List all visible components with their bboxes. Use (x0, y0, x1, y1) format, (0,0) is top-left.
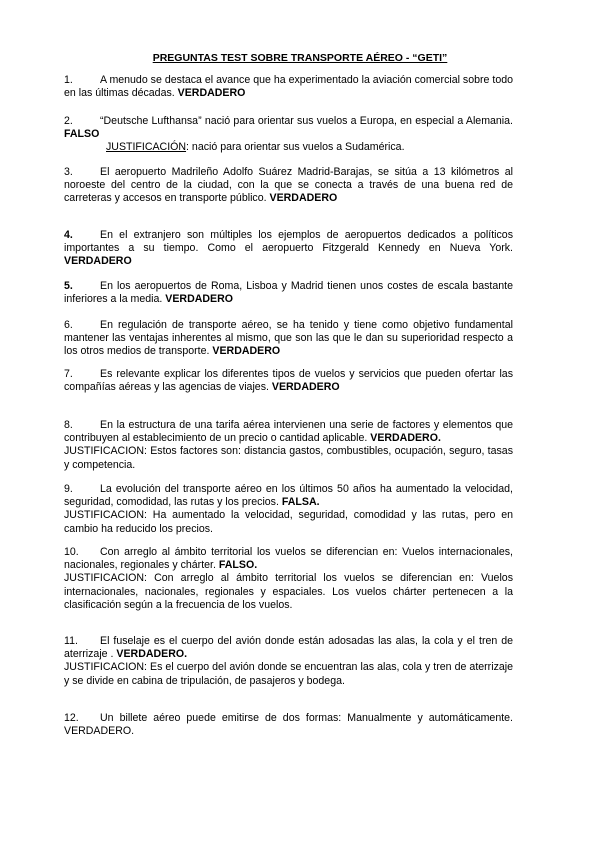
answer: VERDADERO (165, 293, 233, 306)
justification: JUSTIFICACION: Con arreglo al ámbito territorial los vuelos se diferencian en: Vuelos internacionales, nacionales, regionales y espaciales. Los vuelos chárter pertenecen a la clasificación según a la frecuencia de los vuelos. (64, 572, 513, 611)
question-8 (64, 419, 513, 472)
answer: FALSO (64, 128, 100, 141)
question-3 (64, 166, 513, 206)
answer: FALSA. (281, 496, 320, 509)
question-number: 4. (64, 229, 73, 241)
question-11 (64, 635, 513, 688)
page-title: PREGUNTAS TEST SOBRE TRANSPORTE AÉREO - “GETI” (152, 52, 448, 64)
answer: VERDADERO (269, 192, 338, 205)
question-number: 7. (64, 368, 73, 380)
question-text: La evolución del transporte aéreo en los últimos 50 años ha aumentado la velocidad, seguridad, comodidad, las rutas y los precios. (64, 483, 513, 509)
answer: VERDADERO (64, 255, 132, 268)
answer: VERDADERO. (64, 725, 135, 738)
question-text: Un billete aéreo puede emitirse de dos formas: Manualmente y automáticamente. (100, 712, 513, 724)
question-text: El fuselaje es el cuerpo del avión donde están adosadas las alas, la cola y el tren de aterrizaje . (64, 635, 513, 661)
question-number: 10. (64, 546, 79, 558)
question-text: En los aeropuertos de Roma, Lisboa y Madrid tienen unos costes de escala bastante inferiores a la media. (64, 280, 513, 306)
justification: JUSTIFICACION: Estos factores son: distancia gastos, combustibles, ocupación, seguro, tasas y competencia. (64, 445, 513, 471)
question-number: 9. (64, 483, 73, 495)
question-6 (64, 319, 513, 359)
question-text: En la estructura de una tarifa aérea intervienen una serie de factores y elementos que contribuyen al establecimiento de un precio o cantidad aplicable. (64, 419, 513, 445)
answer: VERDADERO. (370, 432, 441, 445)
question-number: 3. (64, 166, 73, 178)
question-5 (64, 280, 513, 306)
justification (64, 141, 513, 154)
question-number: 11. (64, 635, 78, 647)
question-text: En regulación de transporte aéreo, se ha tenido y tiene como objetivo fundamental mantener las ventajas inherentes al mismo, que son las que le dan su superioridad respecto a los otros medios de transporte. (64, 319, 513, 358)
question-text: Con arreglo al ámbito territorial los vuelos se diferencian en: Vuelos internacionales, nacionales, regionales y chárter. (64, 546, 513, 572)
question-text: En el extranjero son múltiples los ejemplos de aeropuertos dedicados a políticos importantes a su tiempo. Como el aeropuerto Fitzgerald Kennedy en Nueva York. (64, 229, 513, 255)
question-text: A menudo se destaca el avance que ha experimentado la aviación comercial sobre todo en las últimas décadas. (64, 74, 513, 100)
question-4 (64, 229, 513, 269)
justification: JUSTIFICACION: Ha aumentado la velocidad, seguridad, comodidad y las rutas, pero en cambio ha reducido los precios. (64, 509, 513, 535)
question-text: El aeropuerto Madrileño Adolfo Suárez Madrid-Barajas, se sitúa a 13 kilómetros al noroeste del centro de la ciudad, con la que se conecta a través de una buena red de carreteras y accesos en transporte público. (64, 166, 513, 205)
question-text: Es relevante explicar los diferentes tipos de vuelos y servicios que pueden ofertar las compañías aéreas y las agencias de viajes. (64, 368, 513, 394)
answer: VERDADERO. (116, 648, 188, 661)
answer: VERDADERO (271, 381, 340, 394)
question-number: 5. (64, 280, 73, 292)
answer: VERDADERO (212, 345, 281, 358)
answer: FALSO. (218, 559, 258, 572)
justification: JUSTIFICACION: Es el cuerpo del avión donde se encuentran las alas, cola y tren de aterrizaje y se divide en cabina de tripulación, de pasajeros y bodega. (64, 661, 513, 687)
question-7 (64, 368, 513, 394)
question-10 (64, 546, 513, 612)
answer: VERDADERO (177, 87, 246, 100)
question-text: “Deutsche Lufthansa” nació para orientar sus vuelos a Europa, en especial a Alemania. (100, 115, 513, 127)
question-number: 8. (64, 419, 73, 431)
justification-label: JUSTIFICACIÓN (106, 141, 187, 154)
question-2 (64, 115, 513, 155)
question-number: 12. (64, 712, 79, 724)
question-12 (64, 712, 513, 738)
question-number: 6. (64, 319, 73, 331)
question-number: 1. (64, 74, 73, 86)
question-9 (64, 483, 513, 536)
question-number: 2. (64, 115, 73, 127)
justification-text: : nació para orientar sus vuelos a Sudamérica. (186, 141, 405, 154)
question-1 (64, 74, 513, 100)
